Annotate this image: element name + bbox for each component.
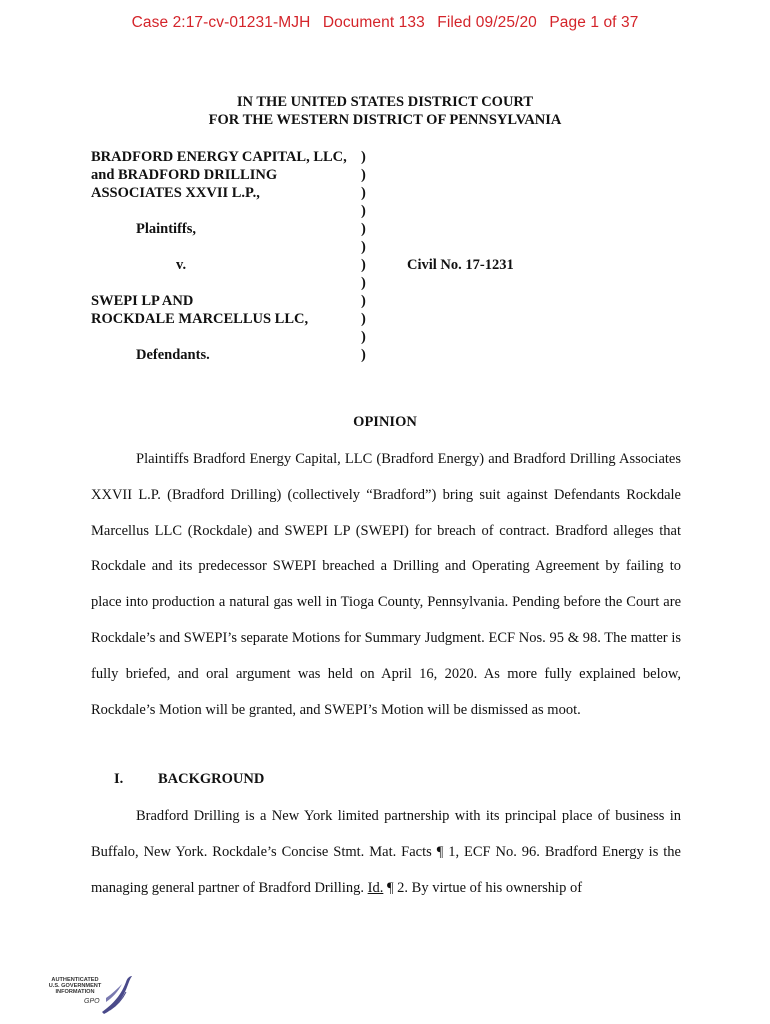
document-title: OPINION (353, 414, 417, 430)
court-line-2: FOR THE WESTERN DISTRICT OF PENNSYLVANIA (208, 112, 562, 128)
background-paragraph: Bradford Drilling is a New York limited partnership with its principal place of business in Buffalo, New York. Rockdale’s Concise Stmt. Mat. Facts ¶ 1, ECF No. 96. Bradford Energy is the managing general partner of Bradford Drilling. Id. ¶ 2. By virtue of his ownership of (91, 808, 681, 896)
section-heading (114, 771, 264, 788)
court-line-1: IN THE UNITED STATES DISTRICT COURT (236, 94, 534, 110)
case-number: Case 2:17-cv-01231-MJH (131, 14, 311, 31)
civil-number: Civil No. 17-1231 (407, 257, 514, 273)
plaintiff-line: and BRADFORD DRILLING (91, 167, 278, 183)
opening-paragraph: Plaintiffs Bradford Energy Capital, LLC (Bradford Energy) and Bradford Drilling Associates XXVII L.P. (Bradford Drilling) (collectively “Bradford”) bring suit against Defendants Rockdale Marcellus LLC (Rockdale) and SWEPI LP (SWEPI) for breach of contract. Bradford alleges that Rockdale and its predecessor SWEPI breached a Drilling and Operating Agreement by failing to place into production a natural gas well in Tioga County, Pennsylvania. Pending before the Court are Rockdale’s and SWEPI’s separate Motions for Summary Judgment. ECF Nos. 95 & 98. The matter is fully briefed, and oral argument was held on April 16, 2020. As more fully explained below, Rockdale’s Motion will be granted, and SWEPI’s Motion will be dismissed as moot. (91, 451, 681, 718)
defendant-line: ROCKDALE MARCELLUS LLC, (91, 311, 309, 327)
section-number: I. (114, 771, 124, 787)
logo-text: AUTHENTICATED U.S. GOVERNMENT INFORMATION (48, 977, 102, 996)
page-indicator: Page 1 of 37 (549, 14, 639, 31)
defendant-line: SWEPI LP AND (91, 293, 194, 309)
versus-label: v. (176, 257, 187, 273)
plaintiff-line: BRADFORD ENERGY CAPITAL, LLC, (91, 149, 347, 165)
gpo-authentication-logo (44, 972, 134, 1016)
filed-date: Filed 09/25/20 (437, 14, 537, 31)
gpo-label: GPO (84, 998, 100, 1005)
case-caption: BRADFORD ENERGY CAPITAL, LLC, ) and BRADFORD DRILLING ) ASSOCIATES XXVII L.P., ) ) Plaintiffs, ) ) v. ) Civil No. 17-1231 ) SWEPI LP AND ) ROCKDALE MARCELLUS LLC, ) ) Defendants. ) (91, 149, 514, 363)
id-citation: Id. (367, 879, 384, 896)
defendants-label: Defendants. (136, 347, 210, 363)
plaintiffs-label: Plaintiffs, (136, 221, 197, 237)
court-name (0, 93, 770, 129)
opening-paragraph-block (91, 442, 681, 728)
section-title: BACKGROUND (158, 771, 265, 787)
eagle-icon (96, 972, 134, 1016)
background-paragraph-block (91, 799, 681, 906)
plaintiff-line: ASSOCIATES XXVII L.P., (91, 185, 260, 201)
document-number: Document 133 (322, 14, 425, 31)
filing-header (0, 14, 770, 32)
